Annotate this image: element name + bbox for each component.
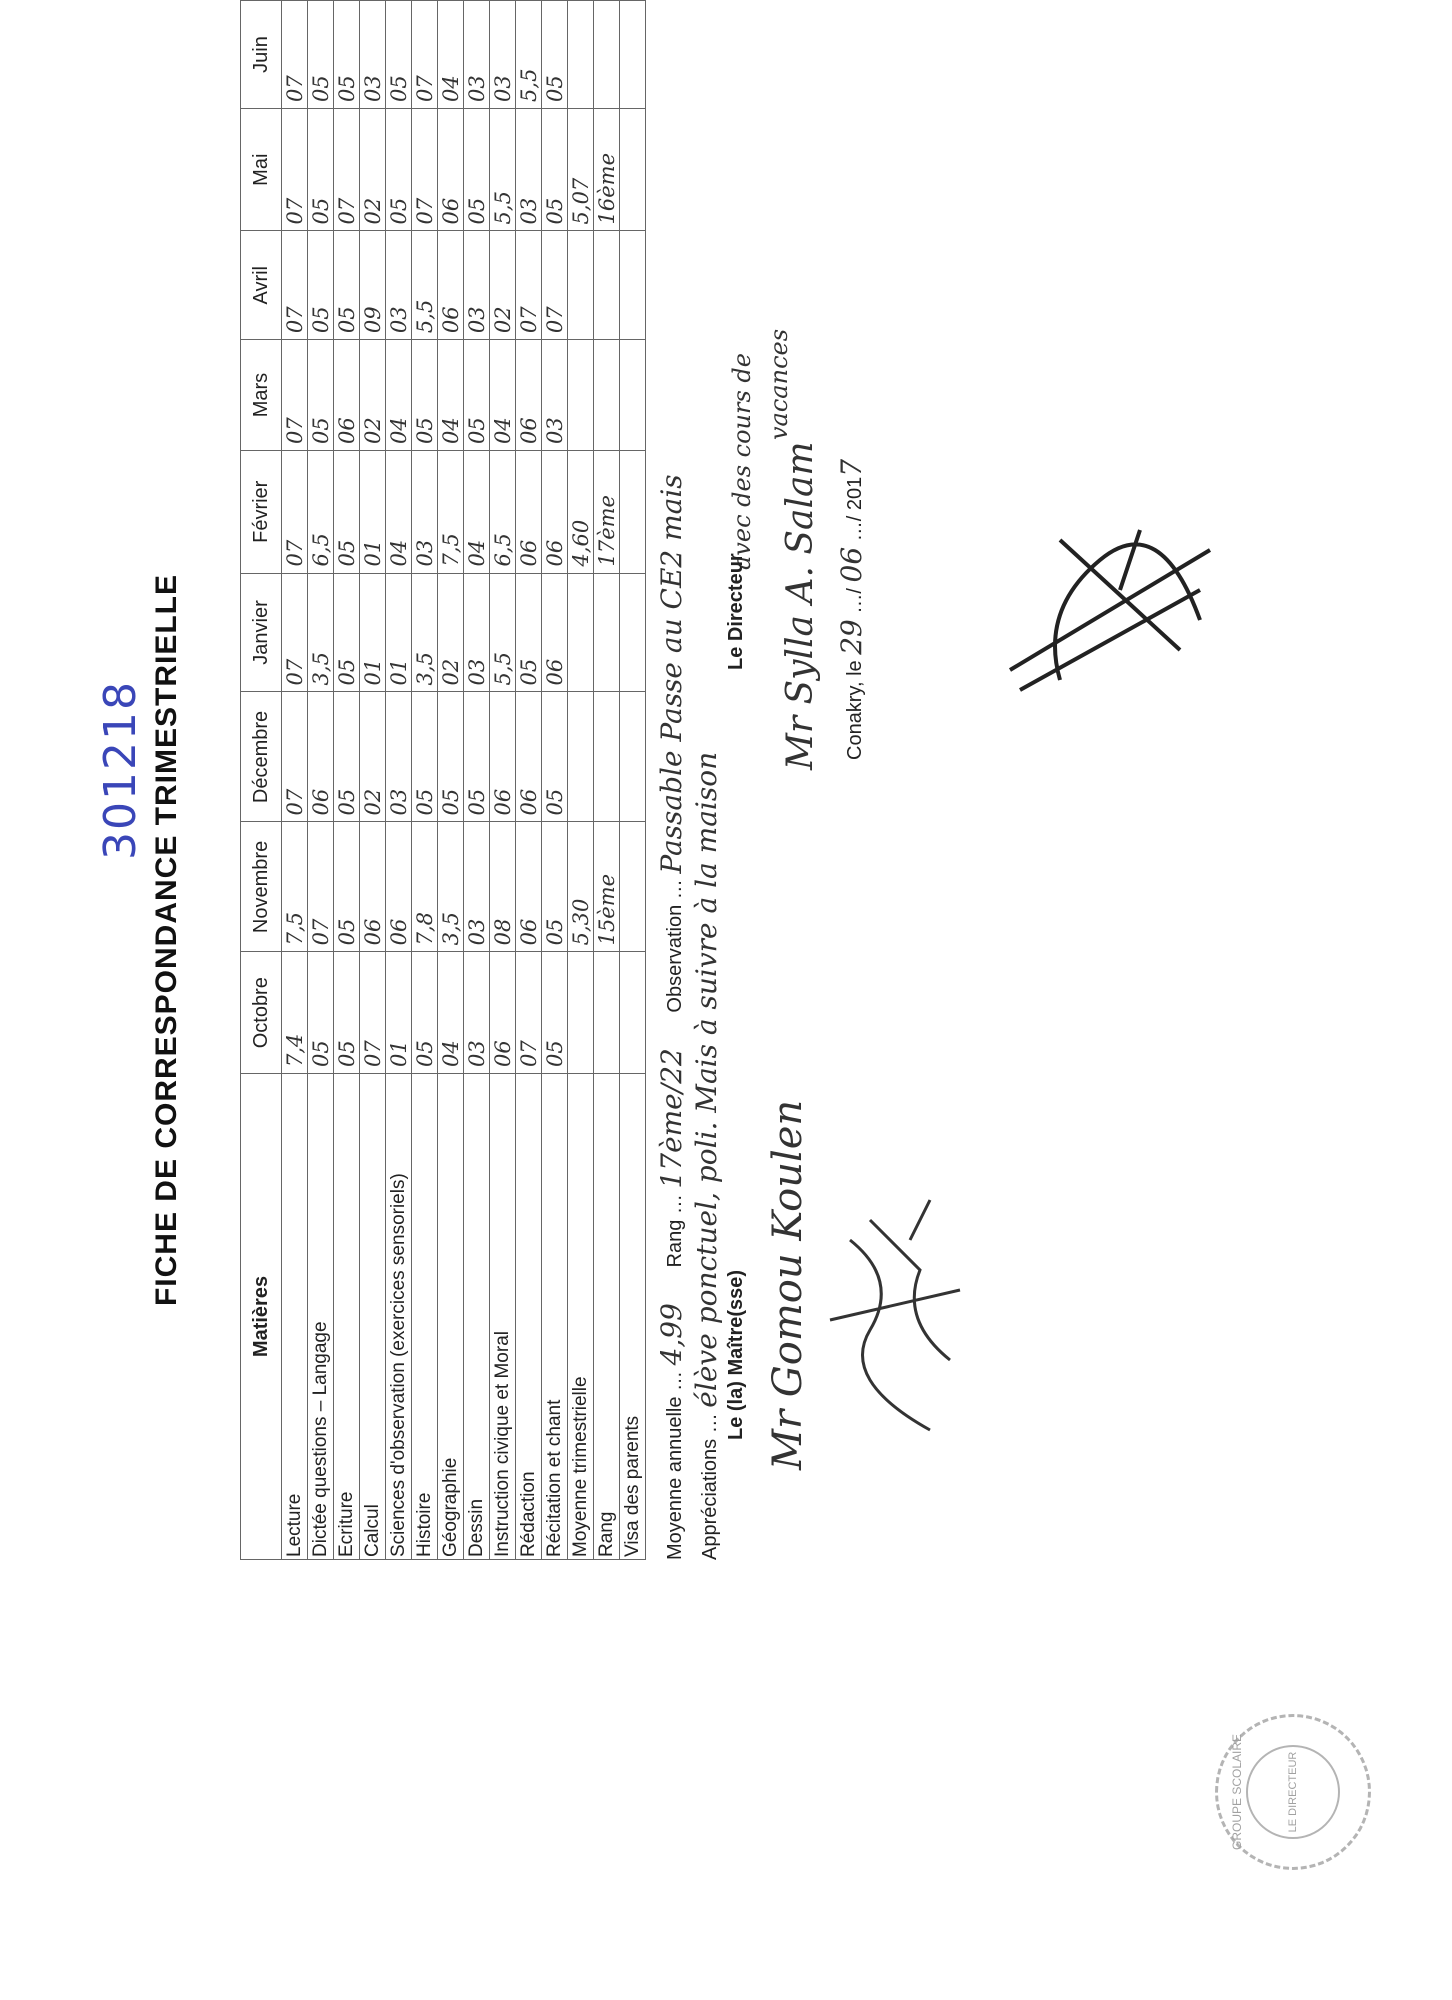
appreciations-label: Appréciations	[699, 1438, 721, 1560]
grades-body	[282, 1, 646, 1560]
grade-cell: 02	[360, 340, 386, 451]
grade-cell: 07	[282, 231, 308, 340]
grade-cell: 03	[516, 108, 542, 231]
grade-cell: 17ème	[594, 451, 620, 574]
grade-cell: 06	[516, 451, 542, 574]
month-header: Février	[241, 451, 282, 574]
table-row	[490, 1, 516, 1560]
grade-cell: 05	[334, 1, 360, 109]
grade-cell: 07	[516, 952, 542, 1074]
grade-cell: 05	[412, 340, 438, 451]
grade-cell: 05	[412, 692, 438, 822]
grade-cell: 03	[464, 231, 490, 340]
grade-cell: 06	[542, 451, 568, 574]
grade-cell: 5,5	[516, 1, 542, 109]
grade-cell	[620, 1, 646, 109]
grade-cell: 4,60	[568, 451, 594, 574]
grade-cell	[620, 822, 646, 952]
grade-cell: 04	[438, 1, 464, 109]
grade-cell	[594, 573, 620, 692]
grade-cell: 5,07	[568, 108, 594, 231]
school-stamp	[1215, 1714, 1371, 1870]
table-row	[282, 1, 308, 1560]
grade-cell	[620, 692, 646, 822]
grade-cell: 06	[438, 108, 464, 231]
grade-cell	[620, 340, 646, 451]
grade-cell: 05	[334, 952, 360, 1074]
teacher-name: Mr Gomou Koulen	[765, 1099, 811, 1470]
grade-cell: 5,30	[568, 822, 594, 952]
grade-cell: 02	[438, 573, 464, 692]
grade-cell: 05	[308, 1, 334, 109]
grade-cell: 05	[542, 692, 568, 822]
grade-cell: 07	[282, 1, 308, 109]
subject-cell: Visa des parents	[620, 1074, 646, 1560]
grade-cell: 07	[412, 108, 438, 231]
subject-cell: Rang	[594, 1074, 620, 1560]
grade-cell	[620, 108, 646, 231]
grade-cell	[568, 231, 594, 340]
annual-average-value: 4,99	[655, 1303, 688, 1366]
grade-cell: 03	[464, 822, 490, 952]
grade-cell: 6,5	[308, 451, 334, 574]
grade-cell: 04	[464, 451, 490, 574]
annual-summary-line: Moyenne annuelle … 4,99 Rang … 17ème/22 Observation … Passable Passe au CE2 mais	[655, 474, 688, 1560]
date-prefix: Conakry, le	[844, 660, 866, 760]
grade-cell: 05	[334, 231, 360, 340]
subject-cell: Récitation et chant	[542, 1074, 568, 1560]
grade-cell: 01	[386, 952, 412, 1074]
grade-cell: 5,5	[490, 573, 516, 692]
grade-cell: 6,5	[490, 451, 516, 574]
subject-cell: Rédaction	[516, 1074, 542, 1560]
grade-cell	[568, 1, 594, 109]
grade-cell: 06	[386, 822, 412, 952]
grade-cell: 04	[386, 451, 412, 574]
grade-cell: 3,5	[308, 573, 334, 692]
grade-cell: 05	[542, 822, 568, 952]
grade-cell: 7,5	[438, 451, 464, 574]
grade-cell: 7,4	[282, 952, 308, 1074]
grade-cell: 5,5	[412, 231, 438, 340]
grade-cell: 16ème	[594, 108, 620, 231]
grade-cell: 07	[308, 822, 334, 952]
table-row	[568, 1, 594, 1560]
grade-cell: 03	[386, 692, 412, 822]
month-header: Janvier	[241, 573, 282, 692]
grade-cell	[620, 573, 646, 692]
table-row	[464, 1, 490, 1560]
grade-cell: 05	[334, 451, 360, 574]
grade-cell	[568, 340, 594, 451]
grade-cell: 08	[490, 822, 516, 952]
grade-cell: 05	[386, 108, 412, 231]
grade-cell: 05	[516, 573, 542, 692]
month-header: Avril	[241, 231, 282, 340]
appreciations-extra-2: vacances	[765, 328, 793, 440]
grade-cell: 07	[412, 1, 438, 109]
grade-cell	[594, 1, 620, 109]
grade-cell: 04	[438, 952, 464, 1074]
table-row	[412, 1, 438, 1560]
grade-cell: 02	[360, 108, 386, 231]
director-name: Mr Sylla A. Salam	[780, 441, 821, 770]
grade-cell: 7,5	[282, 822, 308, 952]
month-header: Mars	[241, 340, 282, 451]
grade-cell: 03	[386, 231, 412, 340]
grade-cell: 05	[542, 952, 568, 1074]
month-header: Décembre	[241, 692, 282, 822]
date-year-prefix: 201	[844, 476, 866, 511]
appreciations-extra-1: avec des cours de	[728, 353, 756, 570]
grade-cell	[620, 451, 646, 574]
table-row	[308, 1, 334, 1560]
reference-number: 301218	[95, 680, 146, 860]
grade-cell: 05	[308, 340, 334, 451]
grade-cell: 06	[334, 340, 360, 451]
subject-cell: Ecriture	[334, 1074, 360, 1560]
grade-cell: 06	[360, 822, 386, 952]
grade-cell: 04	[386, 340, 412, 451]
observation-value: Passable Passe au CE2 mais	[655, 474, 688, 874]
table-row	[516, 1, 542, 1560]
grade-cell: 07	[360, 952, 386, 1074]
grade-cell: 05	[334, 573, 360, 692]
subject-cell: Dictée questions – Langage	[308, 1074, 334, 1560]
grade-cell	[594, 692, 620, 822]
teacher-label: Le (la) Maître(sse)	[725, 1269, 747, 1440]
director-label: Le Directeur	[725, 553, 747, 670]
grade-cell: 03	[412, 451, 438, 574]
grade-cell: 03	[464, 573, 490, 692]
grade-cell: 05	[542, 108, 568, 231]
subject-cell: Géographie	[438, 1074, 464, 1560]
grade-cell: 03	[490, 1, 516, 109]
grade-cell	[568, 952, 594, 1074]
grade-cell: 05	[542, 1, 568, 109]
grade-cell: 06	[516, 692, 542, 822]
appreciations-line: Appréciations … élève ponctuel, poli. Mais à suivre à la maison	[690, 751, 723, 1560]
grades-table	[240, 0, 646, 1560]
month-header: Octobre	[241, 952, 282, 1074]
grade-cell: 03	[464, 1, 490, 109]
grade-cell: 07	[516, 231, 542, 340]
grade-cell: 04	[490, 340, 516, 451]
table-row	[334, 1, 360, 1560]
grade-cell	[568, 692, 594, 822]
director-signature	[1000, 510, 1240, 710]
subject-cell: Histoire	[412, 1074, 438, 1560]
table-row	[542, 1, 568, 1560]
grade-cell	[568, 573, 594, 692]
grade-cell: 5,5	[490, 108, 516, 231]
grade-cell: 03	[360, 1, 386, 109]
grade-cell: 02	[490, 231, 516, 340]
grade-cell: 06	[490, 952, 516, 1074]
grade-cell: 01	[386, 573, 412, 692]
grade-cell: 07	[282, 340, 308, 451]
subject-cell: Sciences d'observation (exercices sensoriels)	[386, 1074, 412, 1560]
date-line: Conakry, le 29 …/ 06 …/ 2017	[835, 458, 868, 760]
table-row	[386, 1, 412, 1560]
grade-cell: 15ème	[594, 822, 620, 952]
date-day: 29	[835, 619, 868, 655]
grade-cell: 01	[360, 451, 386, 574]
grade-cell: 05	[334, 692, 360, 822]
subject-cell: Lecture	[282, 1074, 308, 1560]
grade-cell: 07	[282, 451, 308, 574]
subjects-header: Matières	[241, 1074, 282, 1560]
grade-cell: 09	[360, 231, 386, 340]
annual-average-label: Moyenne annuelle	[664, 1396, 686, 1560]
grade-cell: 03	[464, 952, 490, 1074]
grade-cell	[594, 340, 620, 451]
stamp-center-text: LE DIRECTEUR	[1246, 1745, 1340, 1839]
grade-cell: 05	[308, 231, 334, 340]
grade-cell	[594, 231, 620, 340]
table-header-row	[241, 1, 282, 1560]
grade-cell: 07	[334, 108, 360, 231]
grade-cell: 05	[308, 952, 334, 1074]
grade-cell: 06	[542, 573, 568, 692]
grade-cell: 04	[438, 340, 464, 451]
subject-cell: Calcul	[360, 1074, 386, 1560]
page-title: FICHE DE CORRESPONDANCE TRIMESTRIELLE	[150, 573, 183, 1307]
grade-cell: 05	[464, 692, 490, 822]
observation-label: Observation	[664, 904, 686, 1013]
table-row	[620, 1, 646, 1560]
grade-cell: 06	[516, 822, 542, 952]
month-header: Novembre	[241, 822, 282, 952]
date-year-suffix: 7	[835, 458, 868, 477]
appreciations-value: élève ponctuel, poli. Mais à suivre à la maison	[690, 751, 723, 1408]
grade-cell: 06	[438, 231, 464, 340]
stamp-ring-text: GROUPE SCOLAIRE	[1230, 1733, 1244, 1851]
table-row	[594, 1, 620, 1560]
grade-cell	[620, 952, 646, 1074]
grade-cell: 07	[542, 231, 568, 340]
grade-cell	[620, 231, 646, 340]
grade-cell: 03	[542, 340, 568, 451]
annual-rank-value: 17ème/22	[655, 1048, 688, 1189]
subject-cell: Dessin	[464, 1074, 490, 1560]
grade-cell: 3,5	[412, 573, 438, 692]
grade-cell: 05	[464, 340, 490, 451]
annual-rank-label: Rang	[664, 1219, 686, 1268]
subject-cell: Moyenne trimestrielle	[568, 1074, 594, 1560]
table-row	[360, 1, 386, 1560]
grade-cell: 07	[282, 108, 308, 231]
month-header: Mai	[241, 108, 282, 231]
subject-cell: Instruction civique et Moral	[490, 1074, 516, 1560]
grade-cell: 07	[282, 692, 308, 822]
grade-cell: 01	[360, 573, 386, 692]
grade-cell: 7,8	[412, 822, 438, 952]
grade-cell: 05	[412, 952, 438, 1074]
grade-cell: 05	[308, 108, 334, 231]
grade-cell: 05	[386, 1, 412, 109]
grade-cell: 07	[282, 573, 308, 692]
grade-cell: 3,5	[438, 822, 464, 952]
grade-cell: 06	[516, 340, 542, 451]
grade-cell: 02	[360, 692, 386, 822]
month-header: Juin	[241, 1, 282, 109]
grade-cell	[594, 952, 620, 1074]
grade-cell: 06	[490, 692, 516, 822]
table-row	[438, 1, 464, 1560]
grade-cell: 05	[464, 108, 490, 231]
grade-cell: 06	[308, 692, 334, 822]
grade-cell: 05	[334, 822, 360, 952]
date-month: 06	[835, 546, 868, 583]
grade-cell: 05	[438, 692, 464, 822]
teacher-signature	[810, 1180, 980, 1440]
